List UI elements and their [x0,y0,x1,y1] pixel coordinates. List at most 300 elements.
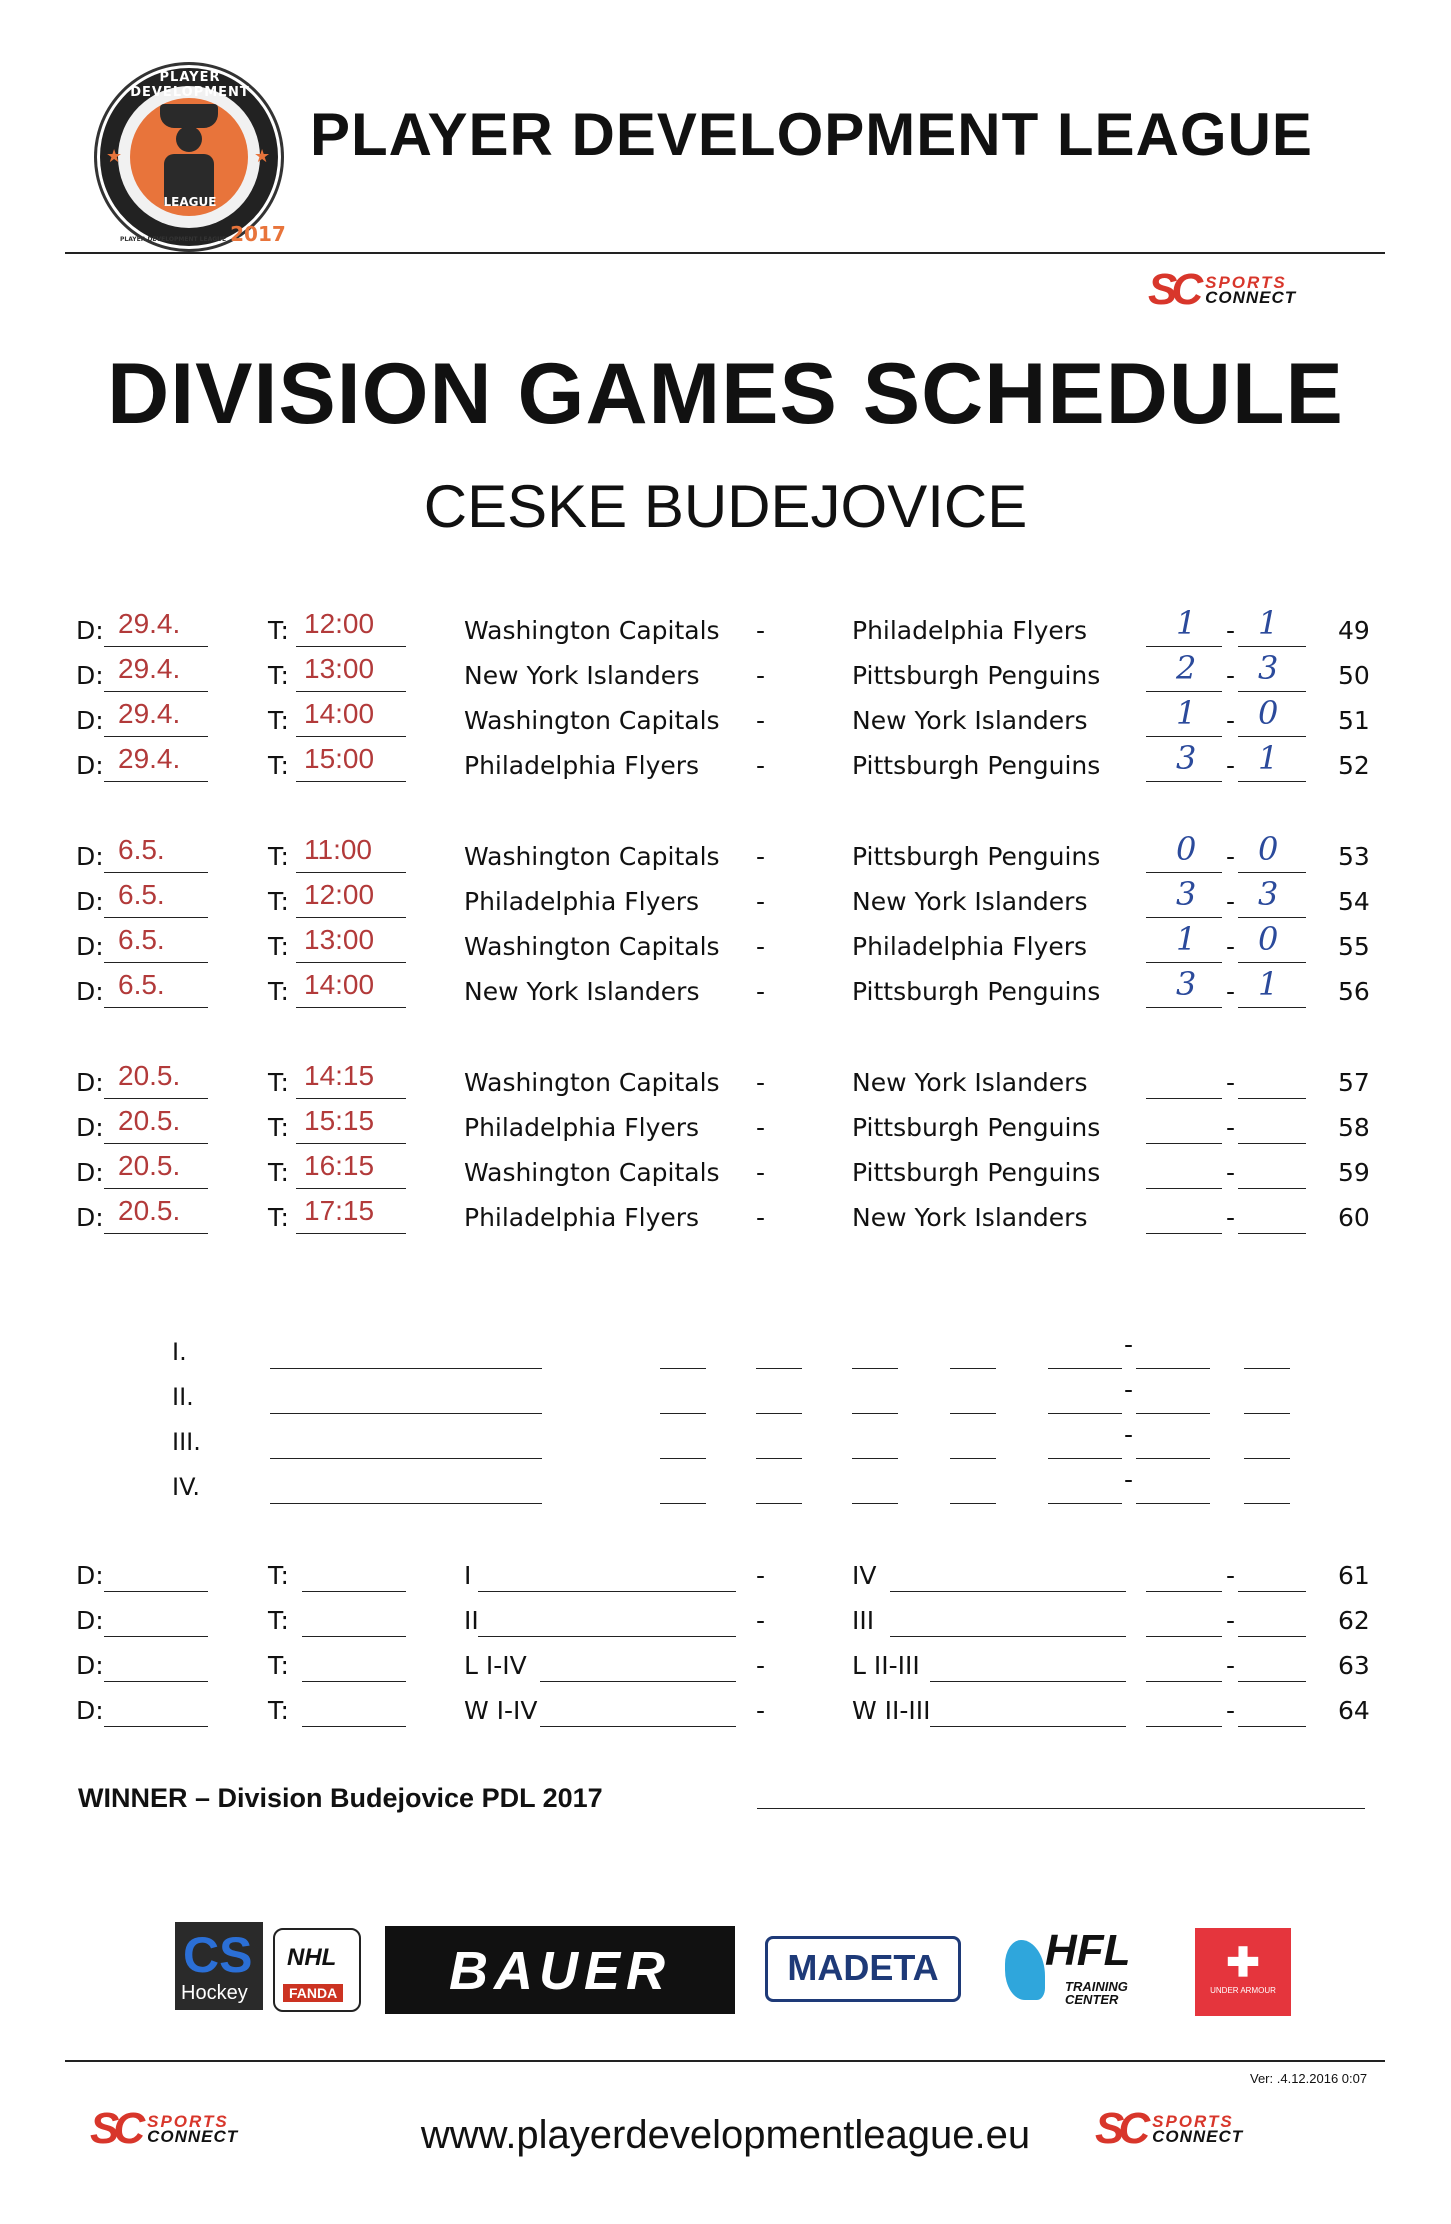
time-label: T: [268,661,289,690]
home-score-field[interactable] [1146,1608,1222,1637]
stat-field[interactable] [660,1475,706,1504]
date-value: 29.4. [118,743,181,774]
away-score: 1 [1258,604,1279,642]
versus-dash: - [756,616,766,645]
time-label: T: [268,1203,289,1232]
date-label: D: [76,1068,104,1097]
away-team: Pittsburgh Penguins [852,842,1101,871]
versus-dash: - [756,1203,766,1232]
nhl-fanda-logo: NHL FANDA [273,1928,361,2012]
date-value: 6.5. [118,969,165,1000]
versus-dash: - [756,706,766,735]
versus-dash: - [756,1606,766,1635]
home-score-field[interactable] [1146,694,1222,737]
away-team: New York Islanders [852,1203,1088,1232]
time-field[interactable] [296,1195,406,1234]
goals-for-field[interactable] [1048,1340,1122,1369]
home-score-field[interactable] [1146,1698,1222,1727]
goals-against-field[interactable] [1136,1430,1210,1459]
versus-dash: - [756,887,766,916]
time-label: T: [268,1113,289,1142]
stat-field[interactable] [756,1430,802,1459]
versus-dash: - [756,977,766,1006]
game-row [0,830,1451,878]
hfl-training-center-logo: HFL TRAINING CENTER [1005,1922,1175,2012]
away-team: Philadelphia Flyers [852,616,1088,645]
date-field[interactable] [104,1563,208,1592]
date-label: D: [76,1606,104,1635]
away-score-field[interactable] [1238,1070,1306,1099]
date-field[interactable] [104,608,208,647]
away-seed-label: W II-III [852,1696,931,1725]
date-label: D: [76,842,104,871]
away-seed-label: III [852,1606,875,1635]
time-value: 17:15 [304,1195,375,1226]
date-label: D: [76,1561,104,1590]
away-score: 1 [1258,739,1279,777]
date-label: D: [76,887,104,916]
time-field[interactable] [296,1060,406,1099]
header-divider [65,252,1385,254]
time-value: 12:00 [304,879,375,910]
time-value: 12:00 [304,608,375,639]
date-value: 20.5. [118,1150,181,1181]
score-dash: - [1226,842,1236,871]
rank-label: I. [172,1338,187,1366]
date-label: D: [76,706,104,735]
date-label: D: [76,1651,104,1680]
home-score-field[interactable] [1146,965,1222,1008]
game-row [0,694,1451,742]
home-score-field[interactable] [1146,739,1222,782]
standings-row [0,1420,1451,1464]
home-team: Washington Capitals [464,842,720,871]
logo-top-text: PLAYER DEVELOPMENT [130,70,250,100]
game-row [0,739,1451,787]
home-score-field[interactable] [1146,920,1222,963]
away-team: Pittsburgh Penguins [852,751,1101,780]
game-number: 56 [1338,977,1370,1006]
goals-dash: - [1124,1375,1134,1404]
score-dash: - [1226,706,1236,735]
away-score-field[interactable] [1238,694,1306,737]
game-row [0,875,1451,923]
home-team: Philadelphia Flyers [464,887,700,916]
away-team-field[interactable] [930,1698,1126,1727]
date-label: D: [76,1696,104,1725]
date-value: 20.5. [118,1105,181,1136]
game-number: 51 [1338,706,1370,735]
away-score-field[interactable] [1238,1653,1306,1682]
home-team: Washington Capitals [464,1158,720,1187]
game-row [0,1150,1451,1194]
rank-label: III. [172,1428,201,1456]
star-icon: ★ [106,146,123,167]
game-row [0,920,1451,968]
game-number: 63 [1338,1651,1370,1680]
standings-row [0,1375,1451,1419]
away-score: 0 [1258,830,1279,868]
winner-field[interactable] [757,1808,1365,1809]
time-field[interactable] [296,698,406,737]
home-score-field[interactable] [1146,1653,1222,1682]
away-seed-label: IV [852,1561,877,1590]
away-team: Pittsburgh Penguins [852,661,1101,690]
date-field[interactable] [104,924,208,963]
home-score: 3 [1176,965,1197,1003]
home-score: 1 [1176,604,1197,642]
time-value: 14:00 [304,969,375,1000]
version-text: Ver: .4.12.2016 0:07 [1250,2071,1368,2086]
away-score-field[interactable] [1238,965,1306,1008]
score-dash: - [1226,1203,1236,1232]
team-name-field[interactable] [270,1385,542,1414]
home-score-field[interactable] [1146,604,1222,647]
cs-hockey-logo: CS Hockey [175,1922,263,2010]
points-field[interactable] [1244,1430,1290,1459]
game-number: 60 [1338,1203,1370,1232]
time-label: T: [268,932,289,961]
stat-field[interactable] [852,1385,898,1414]
date-label: D: [76,616,104,645]
versus-dash: - [756,1651,766,1680]
away-team: Philadelphia Flyers [852,932,1088,961]
stat-field[interactable] [852,1340,898,1369]
date-field[interactable] [104,1150,208,1189]
versus-dash: - [756,842,766,871]
score-dash: - [1226,1651,1236,1680]
score-dash: - [1226,932,1236,961]
away-team-field[interactable] [890,1608,1126,1637]
playoff-row [0,1643,1451,1687]
date-field[interactable] [104,698,208,737]
date-label: D: [76,932,104,961]
time-label: T: [268,616,289,645]
team-name-field[interactable] [270,1430,542,1459]
game-number: 50 [1338,661,1370,690]
away-score-field[interactable] [1238,1160,1306,1189]
rank-label: II. [172,1383,194,1411]
score-dash: - [1226,977,1236,1006]
away-score-field[interactable] [1238,1563,1306,1592]
stat-field[interactable] [950,1385,996,1414]
time-field[interactable] [296,743,406,782]
away-score: 0 [1258,920,1279,958]
game-number: 53 [1338,842,1370,871]
date-value: 20.5. [118,1060,181,1091]
time-value: 13:00 [304,653,375,684]
date-field[interactable] [104,743,208,782]
home-team: Philadelphia Flyers [464,751,700,780]
versus-dash: - [756,1068,766,1097]
away-team: Pittsburgh Penguins [852,1158,1101,1187]
date-field[interactable] [104,1608,208,1637]
goals-dash: - [1124,1420,1134,1449]
bauer-logo: BAUER [385,1926,735,2014]
hockey-player-icon [1005,1940,1045,2000]
date-value: 6.5. [118,924,165,955]
website-url[interactable]: www.playerdevelopmentleague.eu [420,2113,1031,2157]
home-team: Washington Capitals [464,932,720,961]
stat-field[interactable] [852,1430,898,1459]
date-value: 29.4. [118,608,181,639]
away-score-field[interactable] [1238,1115,1306,1144]
time-field[interactable] [302,1563,406,1592]
date-value: 6.5. [118,834,165,865]
stat-field[interactable] [660,1340,706,1369]
game-row [0,649,1451,697]
home-team: New York Islanders [464,977,700,1006]
rank-label: IV. [172,1473,201,1501]
home-score: 0 [1176,830,1197,868]
date-field[interactable] [104,1698,208,1727]
stat-field[interactable] [756,1340,802,1369]
away-score-field[interactable] [1238,830,1306,873]
time-label: T: [268,887,289,916]
date-label: D: [76,977,104,1006]
home-team: Washington Capitals [464,706,720,735]
score-dash: - [1226,1561,1236,1590]
versus-dash: - [756,1113,766,1142]
score-dash: - [1226,1696,1236,1725]
home-seed-label: L I-IV [464,1651,527,1680]
away-team: New York Islanders [852,1068,1088,1097]
home-team-field[interactable] [540,1653,736,1682]
away-score-field[interactable] [1238,649,1306,692]
date-value: 6.5. [118,879,165,910]
game-number: 62 [1338,1606,1370,1635]
time-label: T: [268,977,289,1006]
away-team: Pittsburgh Penguins [852,1113,1101,1142]
trophy-icon [160,104,218,128]
time-field[interactable] [296,1105,406,1144]
time-value: 13:00 [304,924,375,955]
date-label: D: [76,751,104,780]
goals-dash: - [1124,1465,1134,1494]
time-label: T: [268,1696,289,1725]
league-title: PLAYER DEVELOPMENT LEAGUE [310,101,1313,168]
goals-against-field[interactable] [1136,1385,1210,1414]
time-label: T: [268,1561,289,1590]
home-seed-label: I [464,1561,472,1590]
time-field[interactable] [296,834,406,873]
home-team-field[interactable] [478,1563,736,1592]
game-number: 59 [1338,1158,1370,1187]
time-value: 14:15 [304,1060,375,1091]
time-value: 15:00 [304,743,375,774]
date-label: D: [76,1203,104,1232]
stat-field[interactable] [950,1340,996,1369]
away-score-field[interactable] [1238,739,1306,782]
home-score-field[interactable] [1146,875,1222,918]
home-score-field[interactable] [1146,1563,1222,1592]
home-score-field[interactable] [1146,649,1222,692]
score-dash: - [1226,1606,1236,1635]
time-value: 11:00 [304,834,372,865]
sponsor-bar [175,1922,1295,2017]
versus-dash: - [756,1561,766,1590]
score-dash: - [1226,887,1236,916]
footer-divider [65,2060,1385,2062]
game-row [0,1195,1451,1239]
versus-dash: - [756,751,766,780]
home-score-field[interactable] [1146,1160,1222,1189]
score-dash: - [1226,751,1236,780]
date-field[interactable] [104,1195,208,1234]
time-field[interactable] [296,653,406,692]
date-value: 29.4. [118,653,181,684]
game-row [0,965,1451,1013]
away-score: 3 [1258,649,1279,687]
home-team: Philadelphia Flyers [464,1203,700,1232]
points-field[interactable] [1244,1385,1290,1414]
home-score-field[interactable] [1146,1115,1222,1144]
team-name-field[interactable] [270,1475,542,1504]
date-field[interactable] [104,879,208,918]
away-score-field[interactable] [1238,875,1306,918]
versus-dash: - [756,661,766,690]
date-field[interactable] [104,834,208,873]
home-score: 3 [1176,875,1197,913]
game-number: 49 [1338,616,1370,645]
score-dash: - [1226,616,1236,645]
game-number: 57 [1338,1068,1370,1097]
time-value: 15:15 [304,1105,375,1136]
date-field[interactable] [104,969,208,1008]
goals-against-field[interactable] [1136,1475,1210,1504]
time-field[interactable] [296,608,406,647]
sports-connect-logo: SC SPORTS CONNECT [1148,265,1297,314]
sports-connect-logo-right: SC SPORTS CONNECT [1095,2104,1244,2153]
game-number: 58 [1338,1113,1370,1142]
stat-field[interactable] [852,1475,898,1504]
madeta-logo: MADETA [765,1936,961,2002]
time-field[interactable] [302,1653,406,1682]
logo-bottom-text: LEAGUE [163,195,217,209]
home-score: 3 [1176,739,1197,777]
under-armour-logo: ✚ UNDER ARMOUR [1195,1928,1291,2016]
home-score: 1 [1176,920,1197,958]
date-field[interactable] [104,1060,208,1099]
playoff-row [0,1598,1451,1642]
versus-dash: - [756,1696,766,1725]
time-label: T: [268,1651,289,1680]
time-label: T: [268,842,289,871]
page-subtitle: CESKE BUDEJOVICE [423,473,1028,540]
star-icon: ★ [254,146,271,167]
time-field[interactable] [302,1608,406,1637]
time-field[interactable] [296,879,406,918]
time-field[interactable] [296,924,406,963]
date-label: D: [76,1158,104,1187]
sports-connect-logo-left: SC SPORTS CONNECT [90,2104,239,2153]
home-team: Philadelphia Flyers [464,1113,700,1142]
home-score: 2 [1176,649,1197,687]
stat-field[interactable] [756,1385,802,1414]
stat-field[interactable] [660,1430,706,1459]
away-score: 1 [1258,965,1279,1003]
home-team: Washington Capitals [464,1068,720,1097]
away-score-field[interactable] [1238,604,1306,647]
away-score: 3 [1258,875,1279,913]
game-number: 55 [1338,932,1370,961]
game-row [0,604,1451,652]
time-field[interactable] [296,1150,406,1189]
time-value: 14:00 [304,698,375,729]
versus-dash: - [756,932,766,961]
stat-field[interactable] [756,1475,802,1504]
home-team: New York Islanders [464,661,700,690]
stat-field[interactable] [950,1475,996,1504]
game-number: 64 [1338,1696,1370,1725]
standings-row [0,1330,1451,1374]
time-label: T: [268,751,289,780]
score-dash: - [1226,1113,1236,1142]
game-row [0,1105,1451,1149]
away-score-field[interactable] [1238,1205,1306,1234]
date-label: D: [76,1113,104,1142]
away-score-field[interactable] [1238,920,1306,963]
time-value: 16:15 [304,1150,375,1181]
away-score-field[interactable] [1238,1698,1306,1727]
time-label: T: [268,1158,289,1187]
page-title: DIVISION GAMES SCHEDULE [107,346,1344,442]
points-field[interactable] [1244,1340,1290,1369]
game-number: 61 [1338,1561,1370,1590]
goals-for-field[interactable] [1048,1475,1122,1504]
score-dash: - [1226,1068,1236,1097]
standings-row [0,1465,1451,1509]
away-team-field[interactable] [930,1653,1126,1682]
date-field[interactable] [104,1653,208,1682]
home-score: 1 [1176,694,1197,732]
stat-field[interactable] [950,1430,996,1459]
home-score-field[interactable] [1146,1070,1222,1099]
goals-for-field[interactable] [1048,1385,1122,1414]
game-number: 54 [1338,887,1370,916]
goals-for-field[interactable] [1048,1430,1122,1459]
home-seed-label: W I-IV [464,1696,538,1725]
time-field[interactable] [296,969,406,1008]
home-score-field[interactable] [1146,1205,1222,1234]
date-value: 20.5. [118,1195,181,1226]
score-dash: - [1226,661,1236,690]
time-field[interactable] [302,1698,406,1727]
home-team-field[interactable] [540,1698,736,1727]
date-label: D: [76,661,104,690]
home-score-field[interactable] [1146,830,1222,873]
game-number: 52 [1338,751,1370,780]
stat-field[interactable] [660,1385,706,1414]
points-field[interactable] [1244,1475,1290,1504]
date-field[interactable] [104,1105,208,1144]
goals-against-field[interactable] [1136,1340,1210,1369]
home-seed-label: II [464,1606,479,1635]
goals-dash: - [1124,1330,1134,1359]
score-dash: - [1226,1158,1236,1187]
winner-label: WINNER – Division Budejovice PDL 2017 [78,1783,603,1813]
away-score-field[interactable] [1238,1608,1306,1637]
date-field[interactable] [104,653,208,692]
team-name-field[interactable] [270,1340,542,1369]
versus-dash: - [756,1158,766,1187]
time-label: T: [268,1068,289,1097]
home-team-field[interactable] [478,1608,736,1637]
time-label: T: [268,706,289,735]
logo-year: PLAYER DEVELOPMENT LEAGUE 2017 [120,222,286,246]
away-team-field[interactable] [890,1563,1126,1592]
away-seed-label: L II-III [852,1651,920,1680]
